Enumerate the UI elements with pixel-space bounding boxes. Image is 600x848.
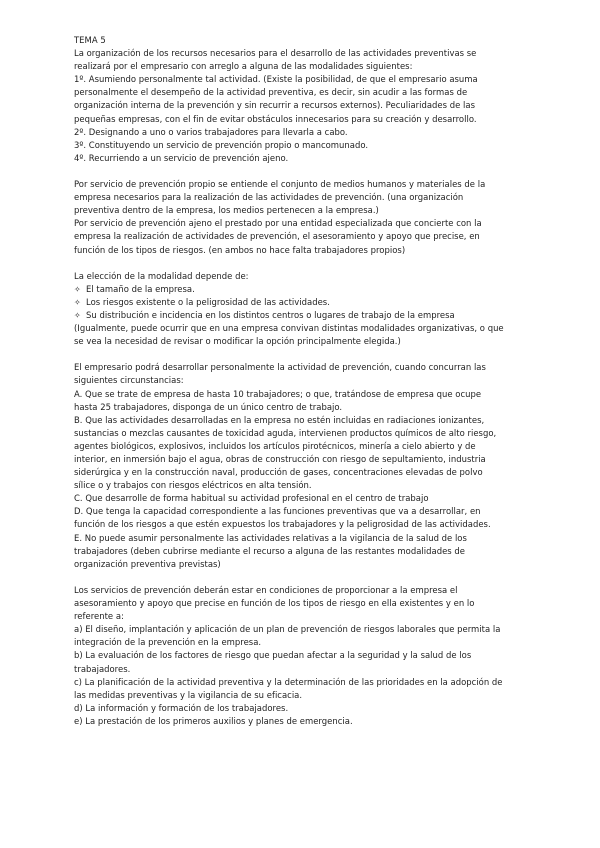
intro-line: pequeñas empresas, con el fin de evitar obstáculos innecesarios para su creación y desarrollo. xyxy=(74,113,477,124)
diamond-bullet-icon: ✧ xyxy=(74,310,81,320)
choice-heading: La elección de la modalidad depende de: xyxy=(74,270,249,281)
intro-line: realizará por el empresario con arreglo a alguna de las modalidades siguientes: xyxy=(74,61,413,72)
choice-bullet-text: El tamaño de la empresa. xyxy=(86,283,195,294)
choice-note-line: (Igualmente, puede ocurrir que en una empresa convivan distintas modalidades organizativas, o que xyxy=(74,323,504,334)
paragraph-gap xyxy=(74,165,514,178)
intro-line: La organización de los recursos necesarios para el desarrollo de las actividades preventivas se xyxy=(74,48,477,59)
paragraph-gap xyxy=(74,571,514,584)
intro-line: 3º. Constituyendo un servicio de prevención propio o mancomunado. xyxy=(74,139,369,150)
employer-line: A. Que se trate de empresa de hasta 10 trabajadores; o que, tratándose de empresa que ocupe xyxy=(74,388,482,399)
prevention-services-line: trabajadores. xyxy=(74,663,131,674)
employer-line: interior, en inmersión bajo el agua, obras de construcción con riesgo de sepultamiento, industria xyxy=(74,454,486,464)
services-line: preventiva dentro de la empresa, los medios pertenecen a la empresa.) xyxy=(74,205,379,216)
intro-line: personalmente el desempeño de la actividad preventiva, es decir, sin acudir a las formas de xyxy=(74,87,468,98)
employer-line: D. Que tenga la capacidad correspondiente a las funciones preventivas que va a desarrollar, en xyxy=(74,506,481,517)
choice-note-line: se vea la necesidad de revisar o modificar la opción principalmente elegida.) xyxy=(74,336,401,347)
paragraph-gap xyxy=(74,257,514,270)
intro-line: 4º. Recurriendo a un servicio de prevención ajeno. xyxy=(74,152,289,163)
employer-line: B. Que las actividades desarrolladas en la empresa no estén incluidas en radiaciones ionizantes, xyxy=(74,414,485,425)
employer-line: función de los riesgos a que estén expuestos los trabajadores y la peligrosidad de las actividades. xyxy=(74,519,491,530)
services-line: Por servicio de prevención ajeno el prestado por una entidad especializada que concierte con la xyxy=(74,218,482,229)
prevention-services-line: integración de la prevención en la empresa. xyxy=(74,637,262,648)
paragraph-gap xyxy=(74,348,514,361)
choice-bullet-item xyxy=(74,296,514,309)
employer-line: siderúrgica y en la construcción naval, producción de gases, concentraciones elevadas de polvo xyxy=(74,467,483,478)
prevention-services-line: asesoramiento y apoyo que precise en función de los tipos de riesgo en ella existentes y en lo xyxy=(74,598,475,609)
services-line: Por servicio de prevención propio se entiende el conjunto de medios humanos y materiales de la xyxy=(74,179,486,190)
document-page xyxy=(74,34,514,728)
intro-line: 1º. Asumiendo personalmente tal actividad. (Existe la posibilidad, de que el empresario asuma xyxy=(74,74,478,85)
employer-section xyxy=(74,361,514,571)
services-line: empresa la realización de actividades de prevención, el asesoramiento y apoyo que precise, en xyxy=(74,231,480,242)
prevention-services-line: c) La planificación de la actividad preventiva y la determinación de las prioridades en la adopción de xyxy=(74,676,503,687)
diamond-bullet-icon: ✧ xyxy=(74,297,81,307)
prevention-services-line: e) La prestación de los primeros auxilios y planes de emergencia. xyxy=(74,715,353,726)
choice-bullet-item xyxy=(74,283,514,296)
intro-line: organización interna de la prevención y sin recurrir a recursos externos). Peculiaridades de las xyxy=(74,100,476,111)
employer-line: sílice o y trabajos con riesgos eléctricos en alta tensión. xyxy=(74,480,312,491)
employer-line: organización preventiva previstas) xyxy=(74,558,221,569)
choice-bullet-text: Su distribución e incidencia en los distintos centros o lugares de trabajo de la empresa xyxy=(86,309,455,320)
employer-line: agentes biológicos, explosivos, incluidos los artículos pirotécnicos, minería a cielo abierto y de xyxy=(74,440,476,451)
prevention-services-line: a) El diseño, implantación y aplicación de un plan de prevención de riesgos laborales que permita la xyxy=(74,624,501,635)
prevention-services-line: b) La evaluación de los factores de riesgo que puedan afectar a la seguridad y la salud de los xyxy=(74,650,472,661)
choice-section xyxy=(74,270,514,349)
prevention-services-line: las medidas preventivas y la vigilancia de su eficacia. xyxy=(74,689,303,700)
document-title: TEMA 5 xyxy=(74,35,106,45)
intro-section xyxy=(74,47,514,165)
employer-line: hasta 25 trabajadores, disponga de un único centro de trabajo. xyxy=(74,401,343,412)
prevention-services-line: referente a: xyxy=(74,611,124,622)
services-section xyxy=(74,178,514,257)
employer-line: C. Que desarrolle de forma habitual su actividad profesional en el centro de trabajo xyxy=(74,493,429,504)
employer-line: E. No puede asumir personalmente las actividades relativas a la vigilancia de la salud de los xyxy=(74,532,467,543)
choice-bullet-text: Los riesgos existente o la peligrosidad de las actividades. xyxy=(86,296,330,307)
employer-line: sustancias o mezclas causantes de toxicidad aguda, intervienen productos químicos de alto riesgo, xyxy=(74,427,497,438)
choice-bullet-item xyxy=(74,309,514,322)
services-line: empresa necesarios para la realización de las actividades de prevención. (una organización xyxy=(74,192,464,203)
services-line: función de los tipos de riesgos. (en ambos no hace falta trabajadores propios) xyxy=(74,244,406,255)
prevention-services-line: Los servicios de prevención deberán estar en condiciones de proporcionar a la empresa el xyxy=(74,584,458,595)
prevention-services-line: d) La información y formación de los trabajadores. xyxy=(74,702,289,713)
employer-line: siguientes circunstancias: xyxy=(74,375,184,386)
employer-line: El empresario podrá desarrollar personalmente la actividad de prevención, cuando concurran las xyxy=(74,362,486,373)
intro-line: 2º. Designando a uno o varios trabajadores para llevarla a cabo. xyxy=(74,126,348,137)
prevention-services-section xyxy=(74,584,514,728)
employer-line: trabajadores (deben cubrirse mediante el recurso a alguna de las restantes modalidades de xyxy=(74,545,466,556)
diamond-bullet-icon: ✧ xyxy=(74,284,81,294)
